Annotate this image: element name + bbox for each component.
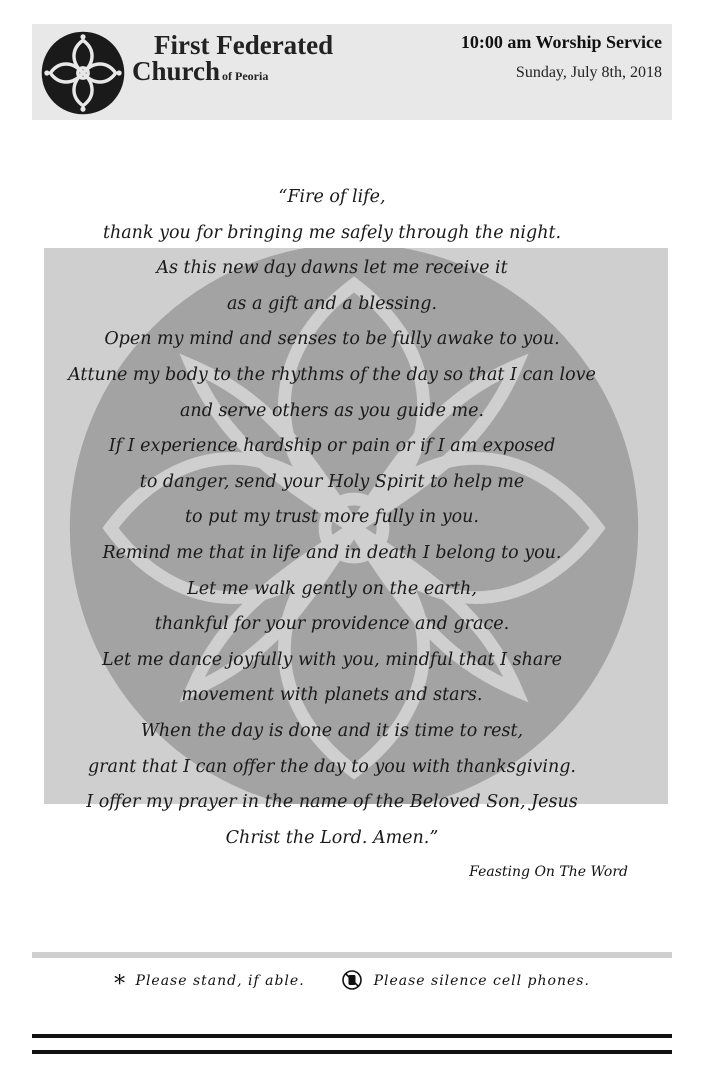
prayer-line: movement with planets and stars.: [181, 685, 483, 706]
prayer-line: If I experience hardship or pain or if I am exposed: [108, 436, 556, 457]
prayer-line: to danger, send your Holy Spirit to help me: [139, 471, 525, 492]
church-logo-icon: [40, 30, 126, 116]
prayer-line: As this new day dawns let me receive it: [156, 258, 508, 279]
prayer-line: When the day is done and it is time to rest,: [140, 720, 524, 741]
church-name-main: Church: [132, 56, 221, 86]
prayer-line: Open my mind and senses to be fully awake to you.: [104, 329, 560, 350]
prayer-text: [0, 180, 664, 856]
prayer-attribution: Feasting On The Word: [469, 864, 628, 880]
prayer-line: I offer my prayer in the name of the Beloved Son, Jesus: [86, 792, 578, 813]
prayer-line: Let me walk gently on the earth,: [187, 578, 477, 599]
service-title: 10:00 am Worship Service: [460, 32, 662, 52]
church-name-sub: of Peoria: [222, 69, 269, 83]
prayer-line: thankful for your providence and grace.: [154, 614, 510, 635]
asterisk-icon: *: [114, 972, 127, 997]
bottom-bar-bottom: [32, 1050, 672, 1054]
prayer-line: grant that I can offer the day to you with thanksgiving.: [87, 756, 576, 777]
prayer-line: Remind me that in life and in death I belong to you.: [102, 542, 562, 563]
prayer-line: to put my trust more fully in you.: [185, 507, 479, 528]
prayer-line: Let me dance joyfully with you, mindful that I share: [102, 649, 562, 670]
bottom-bar-top: [32, 1034, 672, 1038]
footer-divider: [32, 952, 672, 958]
service-date: Sunday, July 8th, 2018: [515, 64, 662, 81]
bulletin-header: [32, 24, 672, 120]
footer-notes: [0, 970, 704, 997]
church-name: [132, 32, 333, 89]
prayer-line: Attune my body to the rhythms of the day so that I can love: [68, 364, 596, 385]
prayer-line: and serve others as you guide me.: [179, 400, 485, 421]
prayer-line: Christ the Lord. Amen.”: [225, 827, 439, 848]
prayer-line: thank you for bringing me safely through the night.: [102, 222, 562, 243]
stand-note: Please stand, if able.: [135, 973, 305, 989]
prayer-line: “Fire of life,: [278, 187, 386, 207]
church-name-line1: First Federated: [154, 30, 334, 60]
prayer-line: as a gift and a blessing.: [226, 293, 438, 314]
phone-note: Please silence cell phones.: [373, 973, 590, 989]
church-name-line2: [132, 58, 333, 89]
silence-phone-icon: [342, 970, 362, 990]
